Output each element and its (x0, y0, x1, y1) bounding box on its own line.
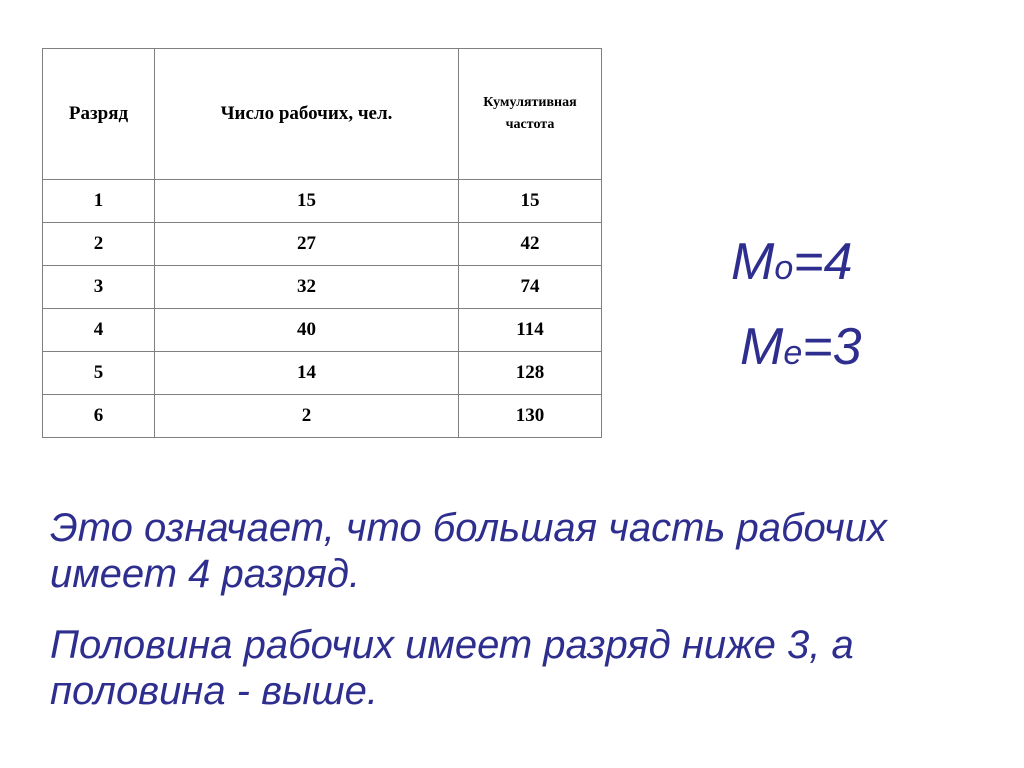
header-cumulative-frequency: Кумулятивная частота (459, 49, 602, 180)
cell-rank: 2 (43, 223, 155, 266)
cell-cumulative: 74 (459, 266, 602, 309)
frequency-table (42, 48, 602, 438)
cell-rank: 6 (43, 395, 155, 438)
cell-cumulative: 15 (459, 180, 602, 223)
median-value: =3 (802, 318, 862, 376)
cell-rank: 5 (43, 352, 155, 395)
cell-cumulative: 114 (459, 309, 602, 352)
cell-workers: 40 (155, 309, 459, 352)
conclusion-mode-text: Это означает, что большая часть рабочих имеет 4 разряд. (50, 506, 887, 596)
cell-cumulative: 42 (459, 223, 602, 266)
cell-rank: 3 (43, 266, 155, 309)
cell-cumulative: 130 (459, 395, 602, 438)
cell-workers: 15 (155, 180, 459, 223)
cell-workers: 2 (155, 395, 459, 438)
mode-formula (731, 232, 853, 298)
conclusion-median-text: Половина рабочих имеет разряд ниже 3, а половина - выше. (50, 623, 854, 713)
table-row (43, 180, 602, 223)
cell-workers: 32 (155, 266, 459, 309)
cell-cumulative: 128 (459, 352, 602, 395)
table-row (43, 352, 602, 395)
header-rank: Разряд (43, 49, 155, 180)
table-row (43, 395, 602, 438)
table-header-row (43, 49, 602, 180)
median-symbol: M (740, 318, 784, 376)
cell-rank: 1 (43, 180, 155, 223)
cell-rank: 4 (43, 309, 155, 352)
table-row (43, 309, 602, 352)
mode-subscript: o (774, 249, 794, 287)
mode-value: =4 (793, 233, 853, 291)
table-row (43, 223, 602, 266)
table-row (43, 266, 602, 309)
cell-workers: 27 (155, 223, 459, 266)
median-formula (740, 317, 862, 383)
median-subscript: e (783, 334, 803, 372)
header-workers-count: Число рабочих, чел. (155, 49, 459, 180)
mode-symbol: M (731, 233, 775, 291)
cell-workers: 14 (155, 352, 459, 395)
